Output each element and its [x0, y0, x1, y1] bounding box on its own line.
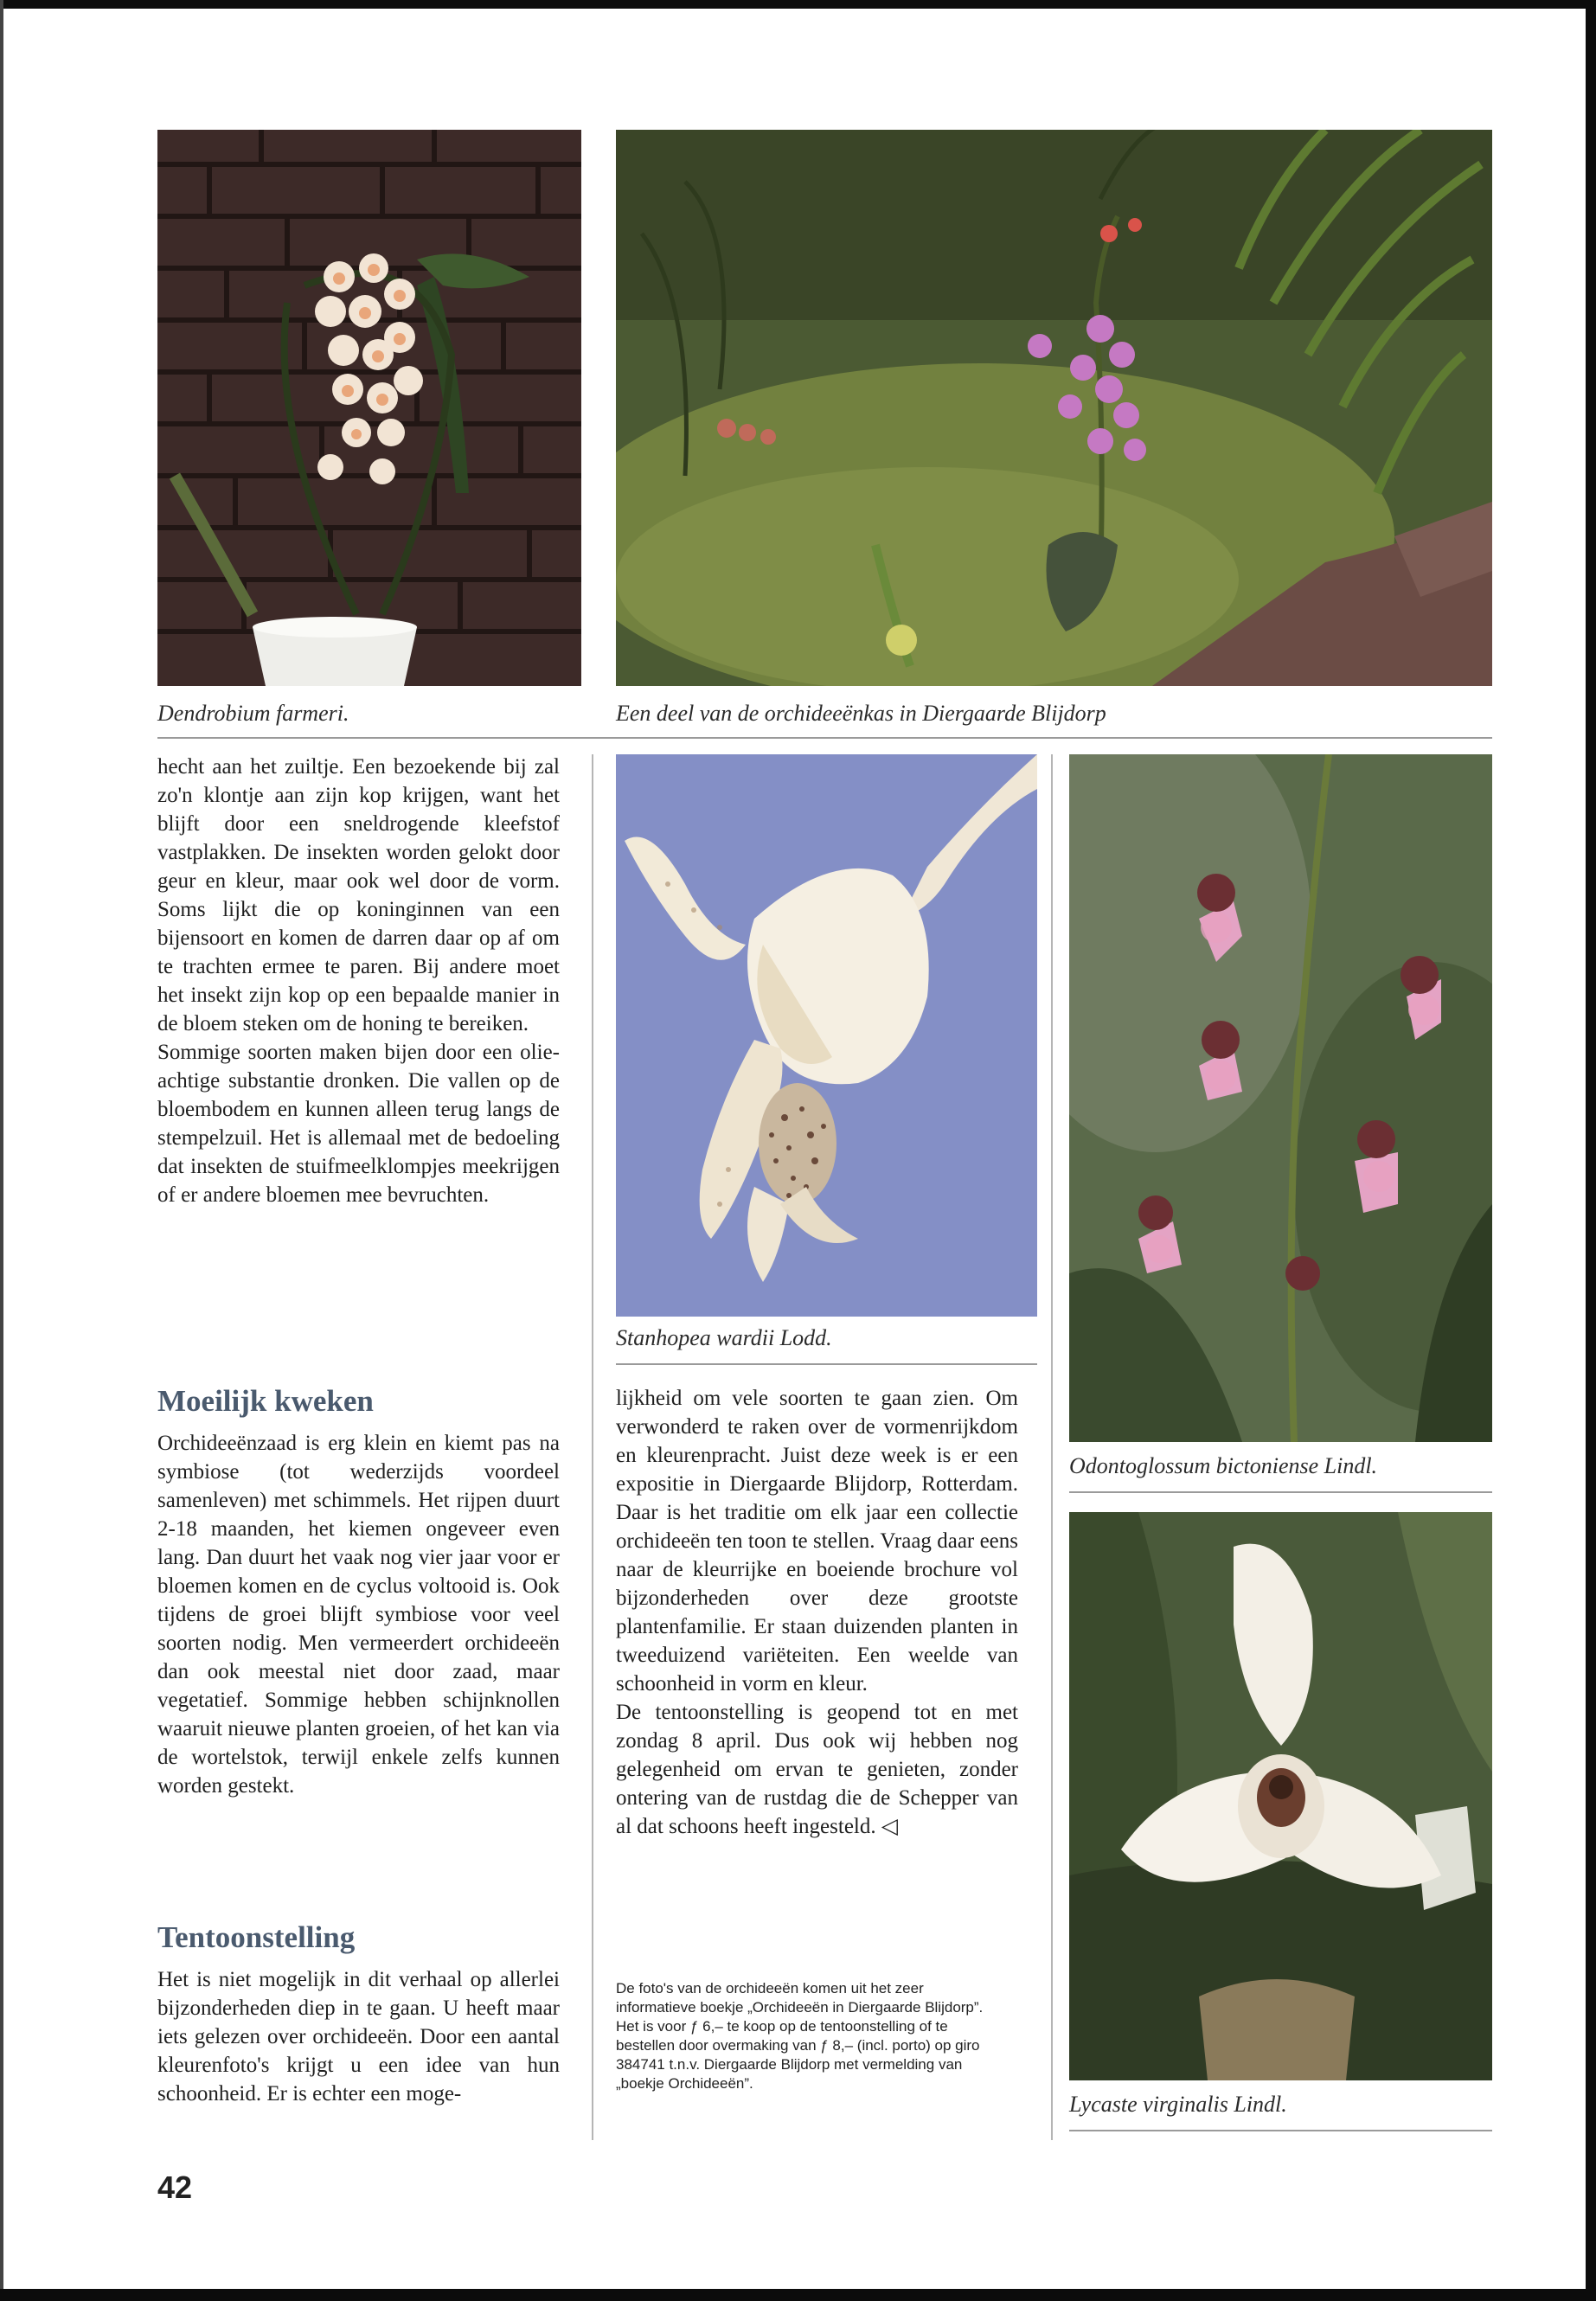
top-caption-rule — [157, 737, 1492, 739]
photo-orchideeenkas — [616, 130, 1492, 686]
column-divider-1 — [592, 754, 593, 2140]
photo-stanhopea — [616, 754, 1037, 1317]
column-1-text-bottom — [157, 1965, 560, 2108]
paragraph-oil-substance: Sommige soorten maken bijen door een olie-achtige substantie dronken. Die vallen op de bloembodem en kunnen alleen terug langs de stempelzuil. Het is allemaal met de bedoeling dat insekten de stuifmeelklompjes meekrijgen of er andere bloemen mee bevruchten. — [157, 1041, 560, 1207]
caption-odontoglossum: Odontoglossum bictoniense Lindl. — [1069, 1453, 1378, 1478]
stanhopea-caption-rule — [616, 1363, 1037, 1365]
photo-lycaste — [1069, 1512, 1492, 2080]
heading-moeilijk-kweken: Moeilijk kweken — [157, 1384, 374, 1418]
scan-border-left — [0, 0, 3, 2301]
paragraph-tentoonstelling-geopend — [616, 1698, 1018, 1841]
end-mark-icon: ◁ — [881, 1815, 899, 1838]
caption-dendrobium: Dendrobium farmeri. — [157, 701, 349, 726]
column-2-text — [616, 1384, 1018, 1841]
paragraph-orchideeenzaad: Orchideeënzaad is erg klein en kiemt pas na symbiose (tot wederzijds voordeel samenleven) met schimmels. Het rijpen duurt 2-18 maanden, het kiemen ongeveer even lang. Dan duurt het vaak nog vier jaar voor er bloemen komen en de cyclus voltooid is. Ook tijdens de groei blijft symbiose voor veel soorten nodig. Men vermeerdert orchideeën dan ook meestal niet door zaad, maar vegetatief. Sommige hebben schijnknollen waaruit nieuwe planten groeien, of het kan via de wortelstok, terwijl enkele zelfs kunnen worden gestekt. — [157, 1432, 560, 1798]
column-divider-2 — [1051, 754, 1053, 2140]
paragraph-niet-mogelijk: Het is niet mogelijk in dit verhaal op allerlei bijzonderheden diep in te gaan. U heeft maar iets gelezen over orchideeën. Door een aantal kleurenfoto's krijgt u een idee van hun schoonheid. Er is echter een moge- — [157, 1968, 560, 2106]
photo-odontoglossum — [1069, 754, 1492, 1442]
scan-border-bottom — [0, 2289, 1596, 2301]
photo-dendrobium — [157, 130, 581, 686]
column-1-text-middle — [157, 1429, 560, 1800]
heading-tentoonstelling: Tentoonstelling — [157, 1920, 356, 1954]
paragraph-tentoonstelling-text: De tentoonstelling is geopend tot en met zondag 8 april. Dus ook wij hebben nog gelegenheid om ervan te genieten, zonder ontering van de rustdag die de Schepper van al dat schoons heeft ingesteld. — [616, 1701, 1018, 1838]
column-1-text-top — [157, 753, 560, 1209]
paragraph-intro: hecht aan het zuiltje. Een bezoekende bij zal zo'n klontje aan zijn kop krijgen, want het blijft door een sneldrogende kleefstof vastplakken. De insekten worden gelokt door geur en kleur, maar ook wel door de vorm. Soms lijkt die op koninginnen van een bijensoort en komen de darren daar op af om te trachten ermee te paren. Bij andere moet het insekt zijn kop op een bepaalde manier in de bloem steken om de honing te bereiken. — [157, 755, 560, 1035]
page-number: 42 — [157, 2170, 193, 2205]
scan-border-right — [1586, 0, 1596, 2301]
lycaste-caption-rule — [1069, 2130, 1492, 2131]
caption-stanhopea: Stanhopea wardii Lodd. — [616, 1325, 832, 1350]
photo-credit-note: De foto's van de orchideeën komen uit het zeer informatieve boekje „Orchideeën in Diergaarde Blijdorp”. Het is voor ƒ 6,– te koop op de tentoonstelling of te bestellen door overmaking van ƒ 8,– (incl. porto) op giro 384741 t.n.v. Diergaarde Blijdorp met vermelding van „boekje Orchideeën”. — [616, 1980, 984, 2092]
caption-orchideeenkas: Een deel van de orchideeënkas in Diergaarde Blijdorp — [616, 701, 1106, 726]
paragraph-lijkheid: lijkheid om vele soorten te gaan zien. Om verwonderd te raken over de vormenrijkdom en kleurenpracht. Juist deze week is er een expositie in Diergaarde Blijdorp, Rotterdam. Daar is het traditie om elk jaar een collectie orchideeën ten toon te stellen. Vraag daar eens naar de kleurrijke en boeiende brochure vol bijzonderheden over deze grootste plantenfamilie. Er staan duizenden planten in tweeduizend variëteiten. Een weelde van schoonheid in vorm en kleur. — [616, 1387, 1018, 1695]
caption-lycaste: Lycaste virginalis Lindl. — [1069, 2092, 1287, 2117]
scan-border-top — [0, 0, 1596, 9]
odontoglossum-caption-rule — [1069, 1491, 1492, 1493]
